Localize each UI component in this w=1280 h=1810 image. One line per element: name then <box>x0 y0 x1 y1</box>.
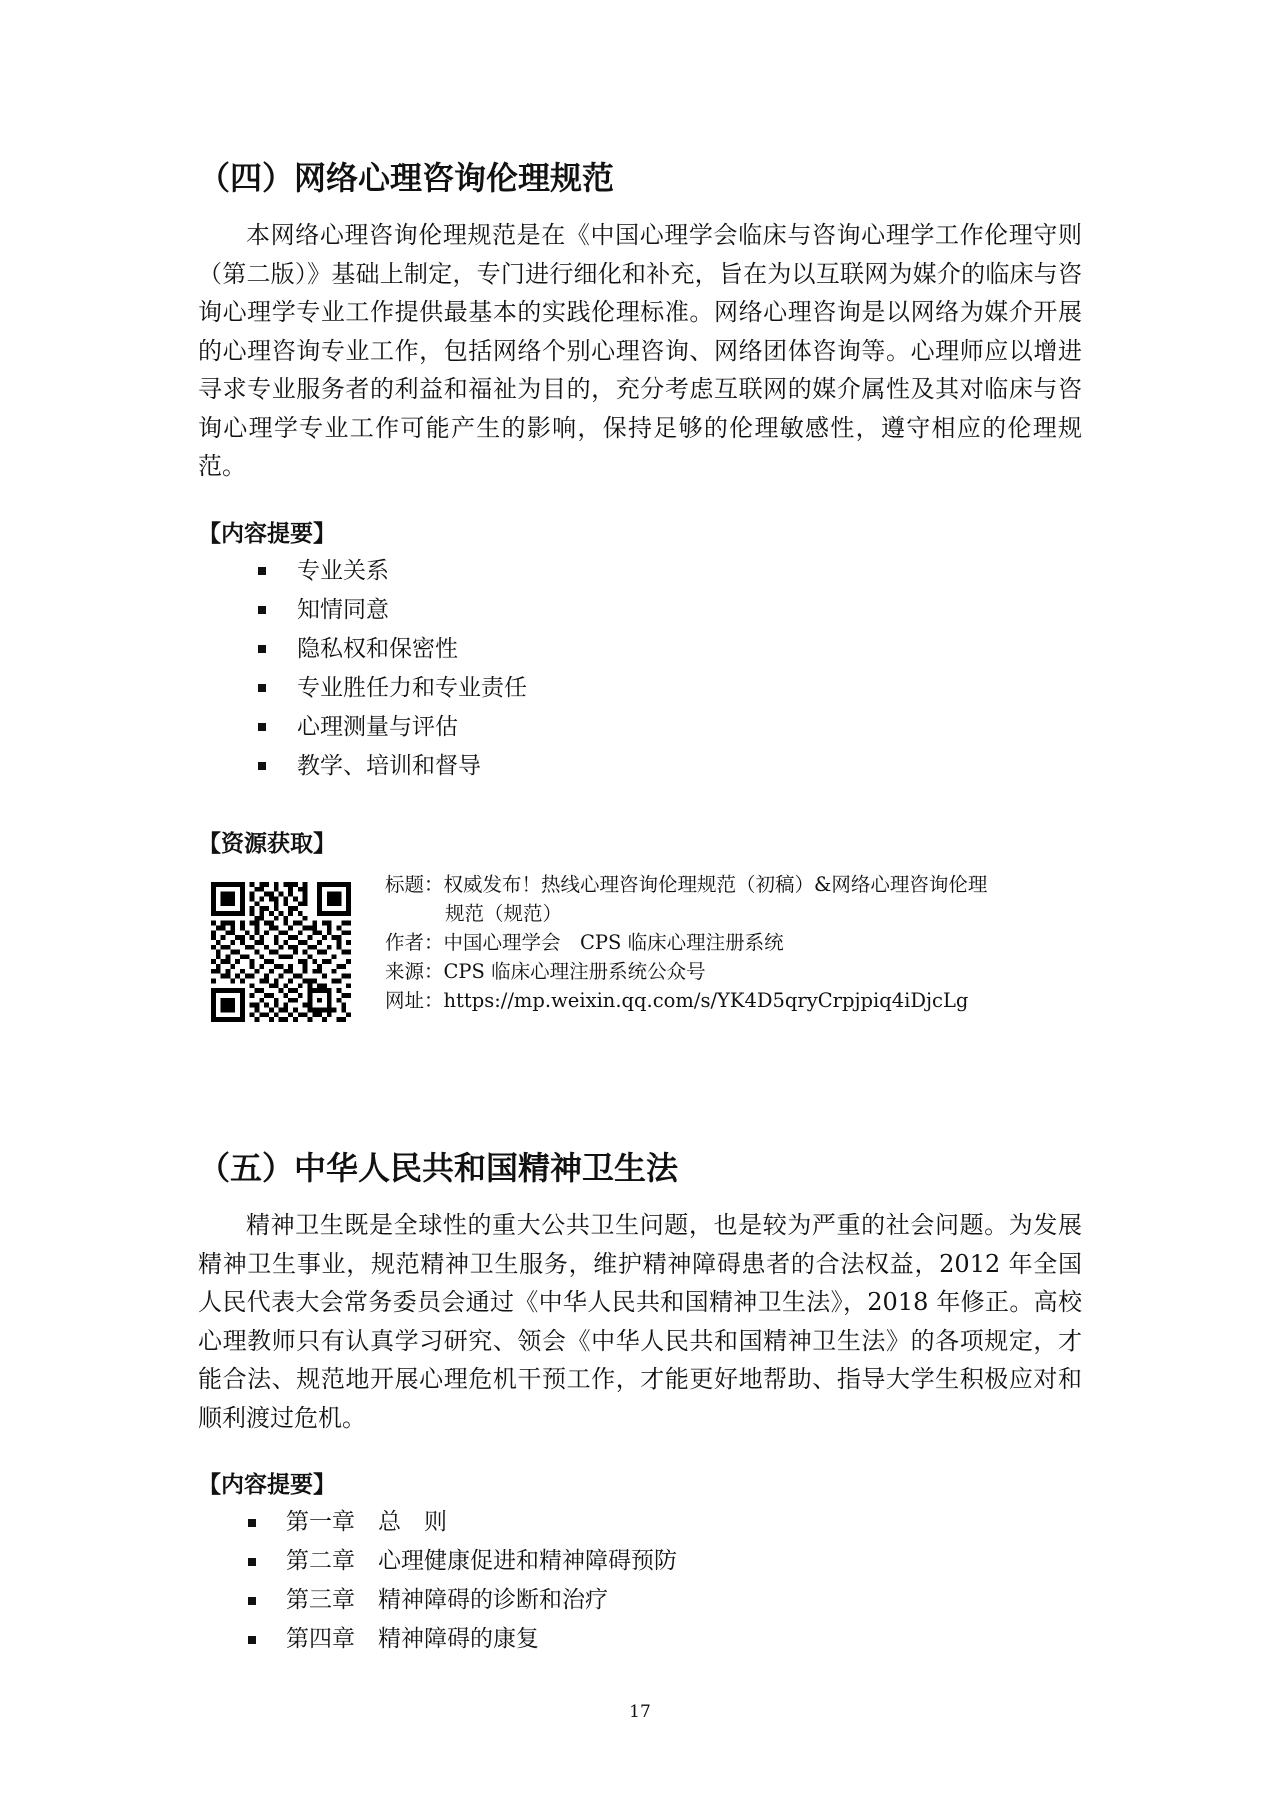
bullet-square-icon <box>258 762 266 770</box>
list-item: 第二章 心理健康促进和精神障碍预防 <box>198 1542 1098 1581</box>
list-item: 教学、培训和督导 <box>198 747 1098 786</box>
section-paragraph: 精神卫生既是全球性的重大公共卫生问题，也是较为严重的社会问题。为发展精神卫生事业，规范精神卫生服务，维护精神障碍患者的合法权益，2012 年全国人民代表大会常务委员会通过《中华人民共和国精神卫生法》，2018 年修正。高校心理教师只有认真学习研究、领会《中华人民共和国精神卫生法》的各项规定，才能合法、规范地开展心理危机干预工作，才能更好地帮助、指导大学生积极应对和顺利渡过危机。 <box>198 1211 1082 1432</box>
bullet-square-icon <box>258 684 266 692</box>
resource-block <box>198 870 1098 1022</box>
bullet-square-icon <box>248 1597 256 1605</box>
bullet-square-icon <box>258 567 266 575</box>
qr-code-icon[interactable] <box>211 882 351 1022</box>
bullet-square-icon <box>258 723 266 731</box>
list-item: 专业胜任力和专业责任 <box>198 669 1098 708</box>
resource-details <box>385 870 987 1022</box>
summary-list <box>198 552 1098 786</box>
summary-list <box>198 1503 1098 1659</box>
resource-author: 作者：中国心理学会 CPS 临床心理注册系统 <box>385 930 784 954</box>
list-item: 第四章 精神障碍的康复 <box>198 1620 1098 1659</box>
section-online-counseling-ethics <box>198 150 1098 1022</box>
section-paragraph: 本网络心理咨询伦理规范是在《中国心理学会临床与咨询心理学工作伦理守则（第二版）》基础上制定，专门进行细化和补充，旨在为以互联网为媒介的临床与咨询心理学专业工作提供最基本的实践伦理标准。网络心理咨询是以网络为媒介开展的心理咨询专业工作，包括网络个别心理咨询、网络团体咨询等。心理师应以增进寻求专业服务者的利益和福祉为目的，充分考虑互联网的媒介属性及其对临床与咨询心理学专业工作可能产生的影响，保持足够的伦理敏感性，遵守相应的伦理规范。 <box>198 221 1082 480</box>
list-item: 第一章 总 则 <box>198 1503 1098 1542</box>
list-item: 知情同意 <box>198 591 1098 630</box>
bullet-square-icon <box>248 1519 256 1527</box>
bullet-square-icon <box>258 606 266 614</box>
resource-title: 标题：权威发布！热线心理咨询伦理规范（初稿）&网络心理咨询伦理 <box>385 872 988 896</box>
bullet-square-icon <box>248 1636 256 1644</box>
list-item: 第三章 精神障碍的诊断和治疗 <box>198 1581 1098 1620</box>
section-mental-health-law <box>198 1140 1098 1659</box>
section-heading: （五）中华人民共和国精神卫生法 <box>198 1149 679 1187</box>
section-heading: （四）网络心理咨询伦理规范 <box>198 159 615 197</box>
bullet-square-icon <box>248 1558 256 1566</box>
list-item: 心理测量与评估 <box>198 708 1098 747</box>
resource-source: 来源：CPS 临床心理注册系统公众号 <box>385 959 706 983</box>
summary-heading: 【内容提要】 <box>198 520 336 547</box>
resource-heading: 【资源获取】 <box>198 830 336 857</box>
bullet-square-icon <box>258 645 266 653</box>
list-item: 专业关系 <box>198 552 1098 591</box>
page-number: 17 <box>629 1702 651 1722</box>
list-item: 隐私权和保密性 <box>198 630 1098 669</box>
summary-heading: 【内容提要】 <box>198 1472 336 1498</box>
resource-url[interactable]: 网址：https://mp.weixin.qq.com/s/YK4D5qryCrpjpiq4iDjcLg <box>385 988 969 1012</box>
resource-title-continued: 规范（规范） <box>445 901 563 925</box>
